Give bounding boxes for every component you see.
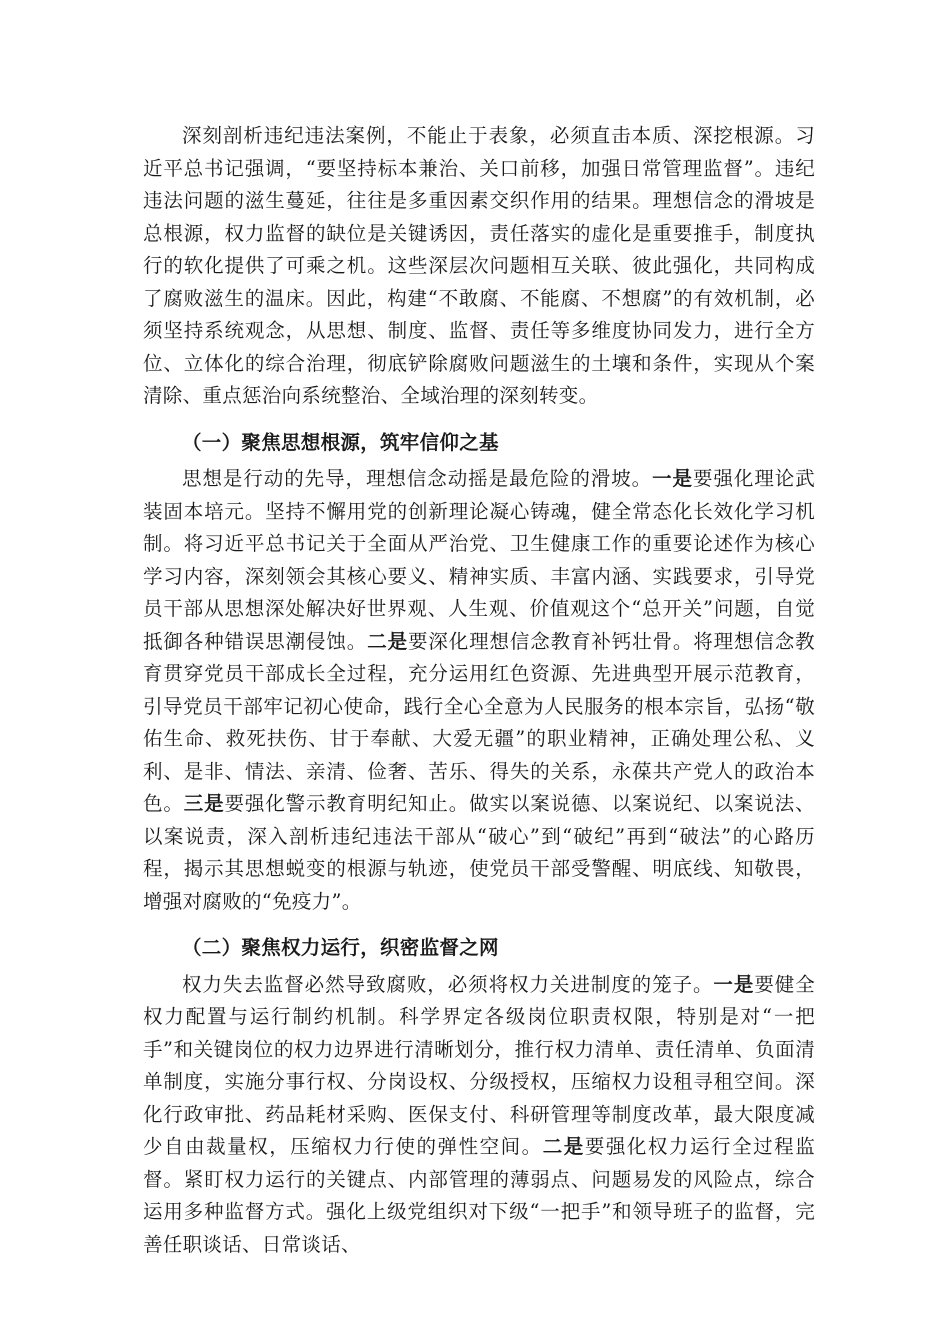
section-1-point-1: 要强化理论武装固本培元。坚持不懈用党的创新理论凝心铸魂，健全常态化长效化学习机制。将习近平总书记关于全面从严治党、卫生健康工作的重要论述作为核心学习内容，深刻领会其核心要义、精神实质、丰富内涵、实践要求，引导党员干部从思想深处解决好世界观、人生观、价值观这个“总开关”问题，自觉抵御各种错误思潮侵蚀。 — [143, 467, 815, 653]
section-1-point-3: 要强化警示教育明纪知止。做实以案说德、以案说纪、以案说法、以案说责，深入剖析违纪违法干部从“破心”到“破纪”再到“破法”的心路历程，揭示其思想蜕变的根源与轨迹，使党员干部受警醒、明底线、知敬畏，增强对腐败的“免疫力”。 — [143, 792, 815, 913]
section-1-heading: （一）聚焦思想根源，筑牢信仰之基 — [182, 430, 499, 454]
section-2-lead-1: 一是 — [713, 972, 755, 996]
section-1-point-2: 要深化理想信念教育补钙壮骨。将理想信念教育贯穿党员干部成长全过程，充分运用红色资源、先进典型开展示范教育，引导党员干部牢记初心使命，践行全心全意为人民服务的根本宗旨，弘扬“敬佑生命、救死扶伤、甘于奉献、大爱无疆”的职业精神，正确处理公私、义利、是非、情法、亲清、俭奢、苦乐、得失的关系，永葆共产党人的政治本色。 — [143, 629, 815, 815]
section-2-point-2: 要强化权力运行全过程监督。紧盯权力运行的关键点、内部管理的薄弱点、问题易发的风险点，综合运用多种监督方式。强化上级党组织对下级“一把手”和领导班子的监督，完善任职谈话、日常谈话、 — [143, 1135, 815, 1256]
document-page — [143, 120, 815, 1261]
section-1-lead-1: 一是 — [652, 467, 693, 490]
section-1-paragraph — [143, 463, 815, 918]
section-2-opening: 权力失去监督必然导致腐败，必须将权力关进制度的笼子。 — [182, 972, 714, 996]
section-1-opening: 思想是行动的先导，理想信念动摇是最危险的滑坡。 — [182, 467, 653, 490]
section-2-paragraph — [143, 969, 815, 1262]
section-1-lead-2: 二是 — [367, 629, 408, 653]
section-1-lead-3: 三是 — [183, 792, 225, 815]
section-2-point-1: 要健全权力配置与运行制约机制。科学界定各级岗位职责权限，特别是对“一把手”和关键岗位的权力边界进行清晰划分，推行权力清单、责任清单、负面清单制度，实施分事行权、分岗设权、分级授权，压缩权力设租寻租空间。深化行政审批、药品耗材采购、医保支付、科研管理等制度改革，最大限度减少自由裁量权，压缩权力行使的弹性空间。 — [143, 972, 815, 1158]
section-2-lead-2: 二是 — [542, 1135, 585, 1158]
intro-paragraph: 深刻剖析违纪违法案例，不能止于表象，必须直击本质、深挖根源。习近平总书记强调，“要坚持标本兼治、关口前移，加强日常管理监督”。违纪违法问题的滋生蔓延，往往是多重因素交织作用的结果。理想信念的滑坡是总根源，权力监督的缺位是关键诱因，责任落实的虚化是重要推手，制度执行的软化提供了可乘之机。这些深层次问题相互关联、彼此强化，共同构成了腐败滋生的温床。因此，构建“不敢腐、不能腐、不想腐”的有效机制，必须坚持系统观念，从思想、制度、监督、责任等多维度协同发力，进行全方位、立体化的综合治理，彻底铲除腐败问题滋生的土壤和条件，实现从个案清除、重点惩治向系统整治、全域治理的深刻转变。 — [143, 124, 815, 407]
section-2-heading: （二）聚焦权力运行，织密监督之网 — [182, 936, 499, 959]
